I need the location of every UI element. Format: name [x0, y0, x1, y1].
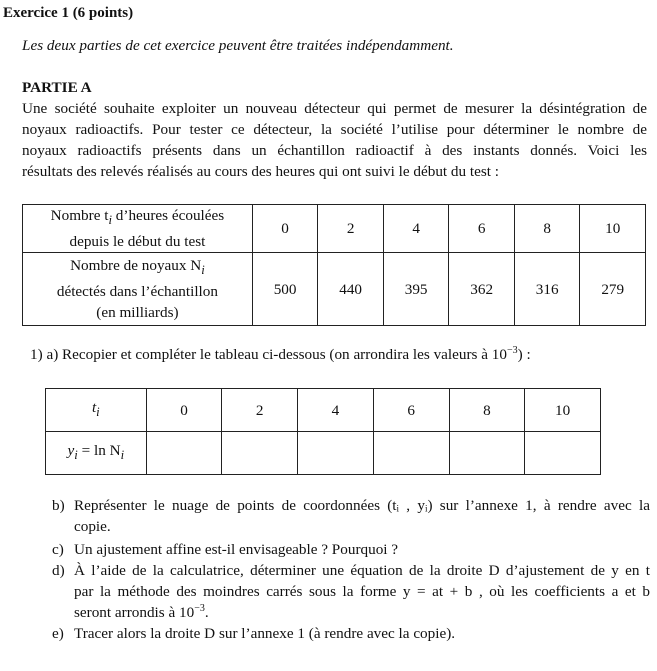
table-cell: 4 [298, 389, 374, 432]
table-cell: 4 [383, 205, 449, 253]
table-cell: 2 [222, 389, 298, 432]
table-cell: 8 [514, 205, 580, 253]
problem-paragraph [22, 98, 647, 182]
table-row [23, 253, 646, 326]
table-row [46, 432, 601, 475]
table-cell: 2 [318, 205, 384, 253]
row-header-y: $y_i = \ln N_i$ [46, 432, 147, 475]
table-row [23, 205, 646, 253]
paragraph-line: noyaux radioactifs. Pour tester ce détecteur, la société l’utilise pour déterminer le nombre de [22, 121, 647, 138]
exercise-title: Exercice 1 (6 points) [3, 5, 134, 21]
table-cell: 6 [449, 205, 515, 253]
table-cell: 316 [514, 253, 580, 326]
table-cell: 395 [383, 253, 449, 326]
row-header-nuclei: Nombre de noyaux $N_i$ détectés dans l’échantillon (en milliards) [23, 253, 253, 326]
paragraph-line: noyaux radioactifs présents dans un échantillon radioactif à des instants donnés. Voici les [22, 142, 647, 159]
question-b: b) Représenter le nuage de points de coordonnées (tᵢ , yᵢ) sur l’annexe 1, à rendre avec la copie. [52, 497, 650, 535]
row-header-t: $t_i$ [46, 389, 147, 432]
table-cell: 500 [252, 253, 318, 326]
empty-cell [222, 432, 298, 475]
table-cell: 362 [449, 253, 515, 326]
answer-table [45, 388, 601, 475]
table-cell: 6 [373, 389, 449, 432]
empty-cell [525, 432, 601, 475]
question-1a: 1) a) Recopier et compléter le tableau ci-dessous (on arrondira les valeurs à $10^{-3}$) : [30, 344, 531, 363]
question-d: d) À l’aide de la calculatrice, déterminer une équation de la droite D d’ajustement de y en t par la méthode des moindres carrés sous la forme y = at + b , où les coefficients a et b seront arrondis à $10^{-3}$. [52, 562, 650, 621]
question-c: c) Un ajustement affine est-il envisageable ? Pourquoi ? [52, 541, 399, 558]
table-cell: 279 [580, 253, 646, 326]
table-cell: 10 [525, 389, 601, 432]
table-row [46, 389, 601, 432]
empty-cell [298, 432, 374, 475]
question-list [52, 495, 650, 644]
intro-text: Les deux parties de cet exercice peuvent être traitées indépendamment. [22, 37, 454, 54]
row-header-hours: Nombre $t_i$ d’heures écoulées depuis le début du test [23, 205, 253, 253]
table-cell: 0 [252, 205, 318, 253]
part-heading: PARTIE A [22, 79, 92, 96]
paragraph-line: Une société souhaite exploiter un nouveau détecteur qui permet de mesurer la désintégration de [22, 100, 647, 117]
table-cell: 0 [146, 389, 222, 432]
table-cell: 440 [318, 253, 384, 326]
table-cell: 10 [580, 205, 646, 253]
table-cell: 8 [449, 389, 525, 432]
data-table [22, 204, 646, 326]
empty-cell [146, 432, 222, 475]
empty-cell [373, 432, 449, 475]
paragraph-line: résultats des relevés réalisés au cours des heures qui ont suivi le début du test : [22, 163, 500, 180]
empty-cell [449, 432, 525, 475]
question-e: e) Tracer alors la droite D sur l’annexe 1 (à rendre avec la copie). [52, 625, 456, 642]
